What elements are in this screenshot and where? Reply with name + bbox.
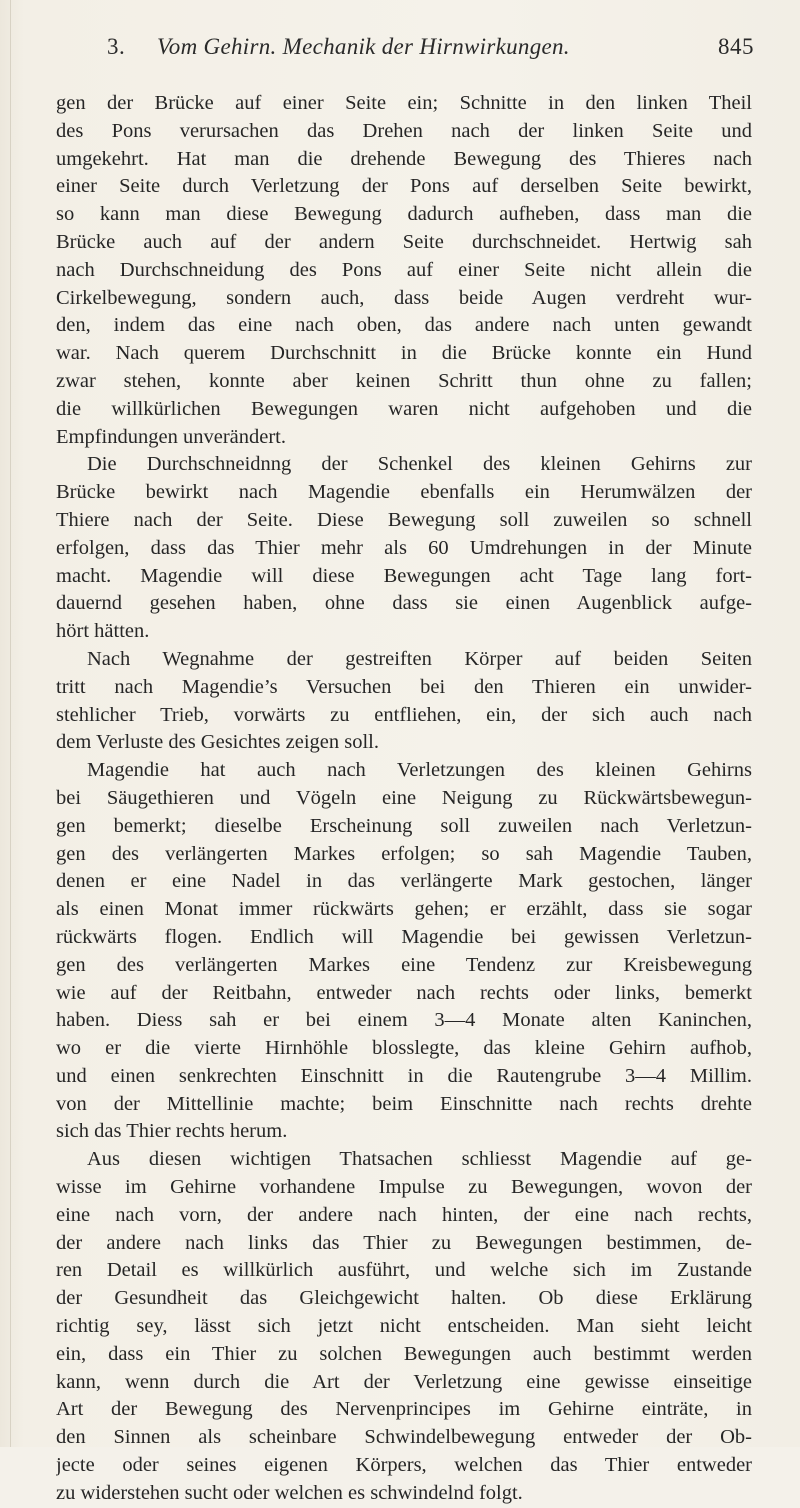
text-line: gen bemerkt; dieselbe Erscheinung soll zuweilen nach Verletzun-	[56, 814, 752, 837]
text-line: war. Nach querem Durchschnitt in die Brücke konnte ein Hund	[56, 342, 752, 365]
page-gutter-edge	[10, 0, 11, 1447]
text-line: ren Detail es willkürlich ausführt, und welche sich im Zustande	[56, 1259, 752, 1282]
text-line: wo er die vierte Hirnhöhle blosslegte, das kleine Gehirn aufhob,	[56, 1037, 752, 1060]
text-line: kann, wenn durch die Art der Verletzung eine gewisse einseitige	[56, 1370, 752, 1393]
body-text	[56, 90, 752, 1508]
text-line: stehlicher Trieb, vorwärts zu entfliehen, ein, der sich auch nach	[56, 703, 752, 726]
text-line: den Sinnen als scheinbare Schwindelbewegung entweder der Ob-	[56, 1426, 752, 1449]
text-line: Aus diesen wichtigen Thatsachen schliesst Magendie auf ge-	[87, 1148, 752, 1171]
text-line: Brücke bewirkt nach Magendie ebenfalls ein Herumwälzen der	[56, 481, 752, 504]
text-line: Thiere nach der Seite. Diese Bewegung soll zuweilen so schnell	[56, 508, 752, 531]
text-line: Cirkelbewegung, sondern auch, dass beide Augen verdreht wur-	[56, 286, 752, 309]
text-line: Die Durchschneidnng der Schenkel des kleinen Gehirns zur	[87, 453, 752, 476]
text-line: eine nach vorn, der andere nach hinten, der eine nach rechts,	[56, 1203, 752, 1226]
text-line: denen er eine Nadel in das verlängerte Mark gestochen, länger	[56, 870, 752, 893]
text-line: umgekehrt. Hat man die drehende Bewegung des Thieres nach	[56, 147, 752, 170]
running-title: Vom Gehirn. Mechanik der Hirnwirkungen.	[157, 34, 570, 59]
text-line: Magendie hat auch nach Verletzungen des kleinen Gehirns	[87, 759, 752, 782]
text-line: die willkürlichen Bewegungen waren nicht aufgehoben und die	[56, 397, 752, 420]
text-line: und einen senkrechten Einschnitt in die Rautengrube 3—4 Millim.	[56, 1064, 752, 1087]
text-line: Art der Bewegung des Nervenprincipes im Gehirne einträte, in	[56, 1398, 752, 1421]
page-number: 845	[718, 34, 754, 59]
text-line: haben. Diess sah er bei einem 3—4 Monate alten Kaninchen,	[56, 1009, 752, 1032]
text-line: als einen Monat immer rückwärts gehen; er erzählt, dass sie sogar	[56, 898, 752, 921]
text-line: bei Säugethieren und Vögeln eine Neigung zu Rückwärtsbewegun-	[56, 786, 752, 809]
text-line: rückwärts flogen. Endlich will Magendie bei gewissen Verletzun-	[56, 925, 752, 948]
text-line: gen der Brücke auf einer Seite ein; Schnitte in den linken Theil	[56, 92, 752, 114]
text-line: Nach Wegnahme der gestreiften Körper auf beiden Seiten	[87, 647, 752, 670]
text-line: macht. Magendie will diese Bewegungen acht Tage lang fort-	[56, 564, 752, 587]
text-line: hört hätten.	[56, 620, 150, 643]
text-line: einer Seite durch Verletzung der Pons auf derselben Seite bewirkt,	[56, 175, 752, 198]
text-line: der Gesundheit das Gleichgewicht halten. Ob diese Erklärung	[56, 1287, 752, 1310]
text-line: tritt nach Magendie’s Versuchen bei den Thieren ein unwider-	[56, 675, 752, 698]
text-line: dauernd gesehen haben, ohne dass sie einen Augenblick aufge-	[56, 592, 752, 615]
text-line: nach Durchschneidung des Pons auf einer Seite nicht allein die	[56, 258, 752, 281]
text-line: zu widerstehen sucht oder welchen es schwindelnd folgt.	[56, 1481, 523, 1504]
text-line: von der Mittellinie machte; beim Einschnitte nach rechts drehte	[56, 1092, 752, 1115]
text-line: gen des verlängerten Markes eine Tendenz zur Kreisbewegung	[56, 953, 752, 976]
text-line: Empfindungen unverändert.	[56, 425, 286, 448]
running-head	[107, 34, 754, 74]
chapter-number: 3.	[107, 34, 126, 59]
text-line: des Pons verursachen das Drehen nach der linken Seite und	[56, 119, 752, 142]
text-line: so kann man diese Bewegung dadurch aufheben, dass man die	[56, 203, 752, 226]
text-line: zwar stehen, konnte aber keinen Schritt thun ohne zu fallen;	[56, 369, 752, 392]
text-line: erfolgen, dass das Thier mehr als 60 Umdrehungen in der Minute	[56, 536, 752, 559]
text-line: wie auf der Reitbahn, entweder nach rechts oder links, bemerkt	[56, 981, 752, 1004]
text-line: richtig sey, lässt sich jetzt nicht entscheiden. Man sieht leicht	[56, 1315, 752, 1338]
text-line: jecte oder seines eigenen Körpers, welchen das Thier entweder	[56, 1454, 752, 1477]
text-line: gen des verlängerten Markes erfolgen; so sah Magendie Tauben,	[56, 842, 752, 865]
text-line: dem Verluste des Gesichtes zeigen soll.	[56, 731, 379, 754]
text-line: Brücke auch auf der andern Seite durchschneidet. Hertwig sah	[56, 230, 752, 253]
text-line: ein, dass ein Thier zu solchen Bewegungen auch bestimmt werden	[56, 1342, 752, 1365]
text-line: wisse im Gehirne vorhandene Impulse zu Bewegungen, wovon der	[56, 1176, 752, 1199]
text-line: sich das Thier rechts herum.	[56, 1120, 288, 1143]
text-line: den, indem das eine nach oben, das andere nach unten gewandt	[56, 314, 752, 337]
text-line: der andere nach links das Thier zu Bewegungen bestimmen, de-	[56, 1231, 752, 1254]
